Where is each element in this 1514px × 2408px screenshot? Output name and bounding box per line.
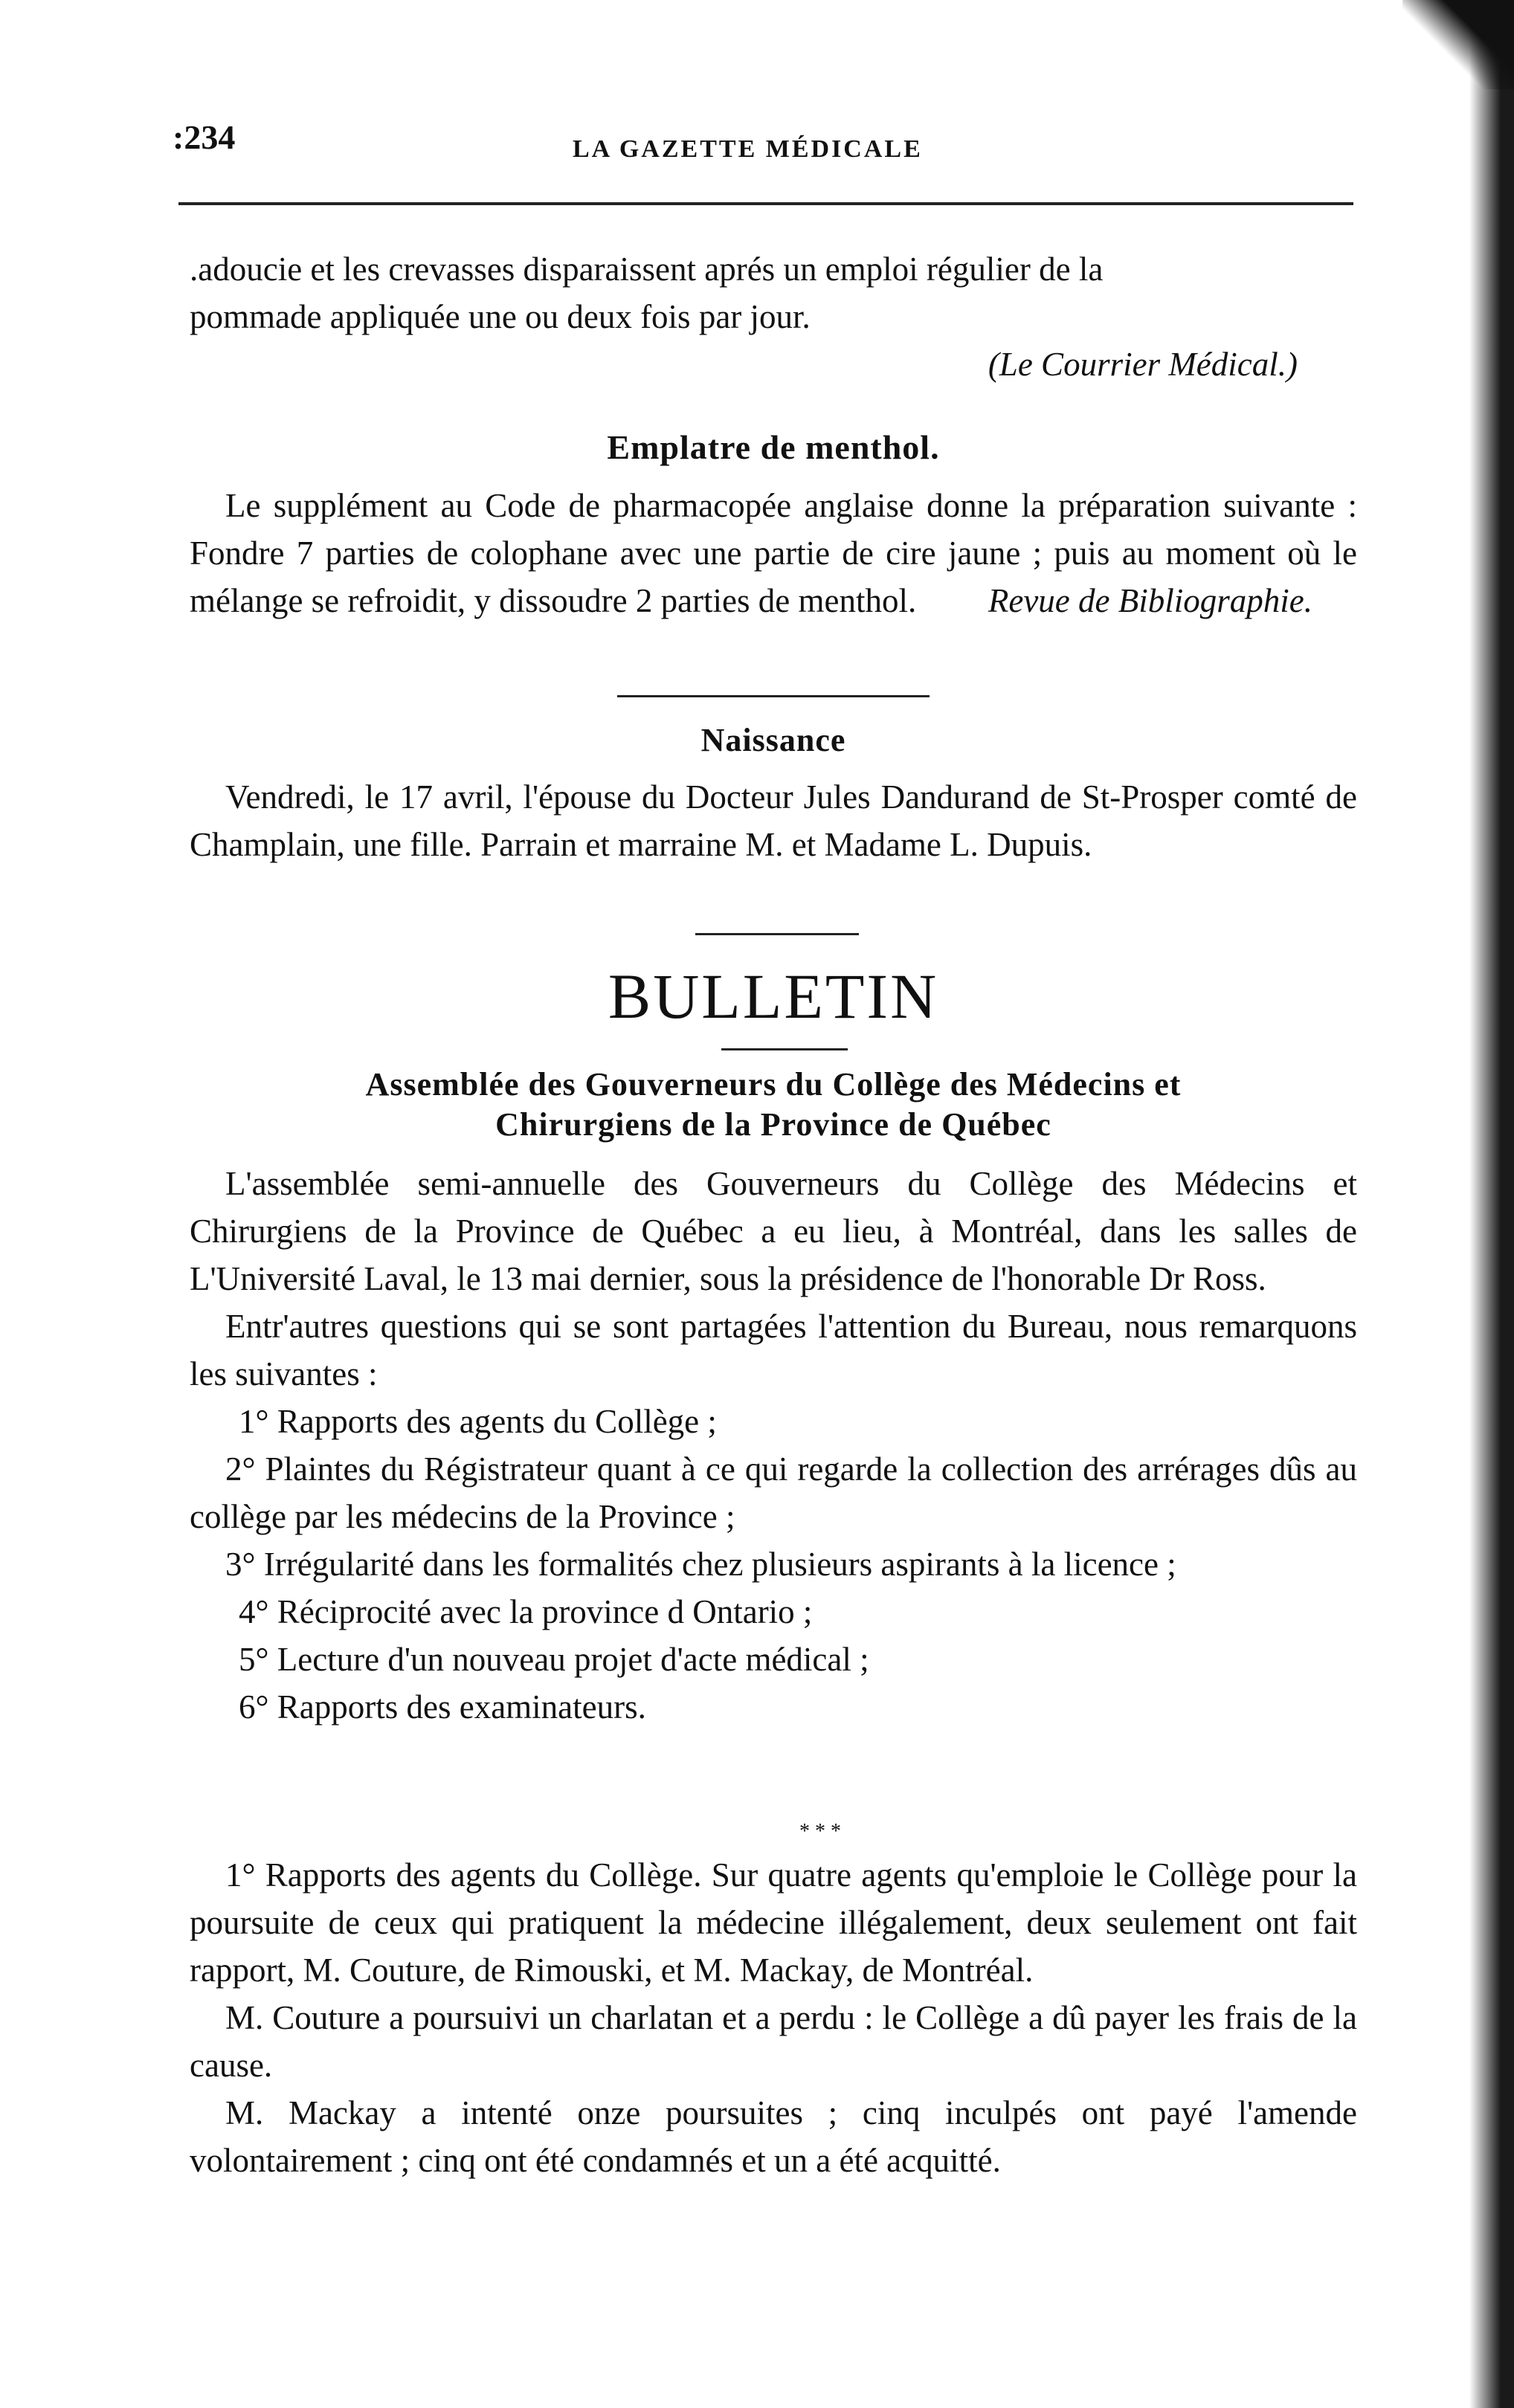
section-naissance [190, 773, 1357, 868]
section-emplatre-text: Le supplément au Code de pharmacopée anglaise donne la préparation suivante : Fondre 7 parties de colophane avec une partie de cire jaune ; puis au moment où le mélange se refroidit, y dissoudre 2 parties de menthol. [190, 487, 1357, 619]
bulletin-para-1: L'assemblée semi-annuelle des Gouverneurs du Collège des Médecins et Chirurgiens de la Province de Québec a eu lieu, à Montréal, dans les salles de L'Université Laval, le 13 mai dernier, sous la présidence de l'honorable Dr Ross. [190, 1165, 1357, 1297]
separator-rule [617, 695, 930, 697]
section-emplatre-source: Revue de Bibliographie. [988, 582, 1312, 619]
bulletin-title: BULLETIN [608, 961, 939, 1032]
agenda-item: 4° Réciprocité avec la province d Ontario ; [239, 1593, 813, 1630]
bulletin-para-3: 1° Rapports des agents du Collège. Sur quatre agents qu'emploie le Collège pour la poursuite de ceux qui pratiquent la médecine illégalement, deux seulement ont fait rapport, M. Couture, de Rimouski, et M. Mackay, de Montréal. [190, 1856, 1357, 1989]
intro-paragraph [190, 245, 1357, 388]
intro-line-2: pommade appliquée une ou deux fois par jour. [190, 298, 811, 335]
scan-edge-shadow [1447, 0, 1514, 2408]
intro-source: (Le Courrier Médical.) [988, 346, 1298, 383]
bulletin-para-2: Entr'autres questions qui se sont partagées l'attention du Bureau, nous remarquons les suivantes : [190, 1308, 1357, 1392]
bulletin-para-5: M. Mackay a intenté onze poursuites ; cinq inculpés ont payé l'amende volontairement ; cinq ont été condamnés et un a été acquitté. [190, 2094, 1357, 2179]
bulletin-body [190, 1160, 1357, 1731]
header-rule [178, 202, 1353, 205]
section-emplatre [190, 482, 1357, 624]
intro-line-1: .adoucie et les crevasses disparaissent aprés un emploi régulier de la [190, 251, 1104, 288]
scan-corner-shadow [1402, 0, 1514, 89]
bulletin-body-2 [190, 1851, 1357, 2184]
agenda-item: 5° Lecture d'un nouveau projet d'acte médical ; [239, 1641, 869, 1678]
bulletin-subtitle [190, 1065, 1357, 1145]
section-stars: * * * [799, 1820, 841, 1843]
separator-rule-2 [695, 933, 859, 935]
page-number: :234 [173, 118, 236, 156]
bulletin-subtitle-line-2: Chirurgiens de la Province de Québec [495, 1106, 1051, 1143]
bulletin-para-4: M. Couture a poursuivi un charlatan et a perdu : le Collège a dû payer les frais de la cause. [190, 1999, 1357, 2084]
bulletin-subtitle-line-1: Assemblée des Gouverneurs du Collège des Médecins et [365, 1066, 1182, 1103]
section-heading-emplatre: Emplatre de menthol. [607, 428, 940, 466]
agenda-item: 1° Rapports des agents du Collège ; [239, 1403, 717, 1440]
agenda-item: 6° Rapports des examinateurs. [239, 1688, 646, 1726]
separator-rule-3 [721, 1048, 848, 1050]
agenda-item: 2° Plaintes du Régistrateur quant à ce qui regarde la collection des arrérages dûs au collège par les médecins de la Province ; [190, 1450, 1357, 1535]
agenda-item: 3° Irrégularité dans les formalités chez plusieurs aspirants à la licence ; [225, 1546, 1176, 1583]
section-heading-naissance: Naissance [700, 722, 846, 758]
running-title: LA GAZETTE MÉDICALE [573, 135, 923, 163]
section-naissance-text: Vendredi, le 17 avril, l'épouse du Docteur Jules Dandurand de St-Prosper comté de Champlain, une fille. Parrain et marraine M. et Madame L. Dupuis. [190, 778, 1357, 863]
